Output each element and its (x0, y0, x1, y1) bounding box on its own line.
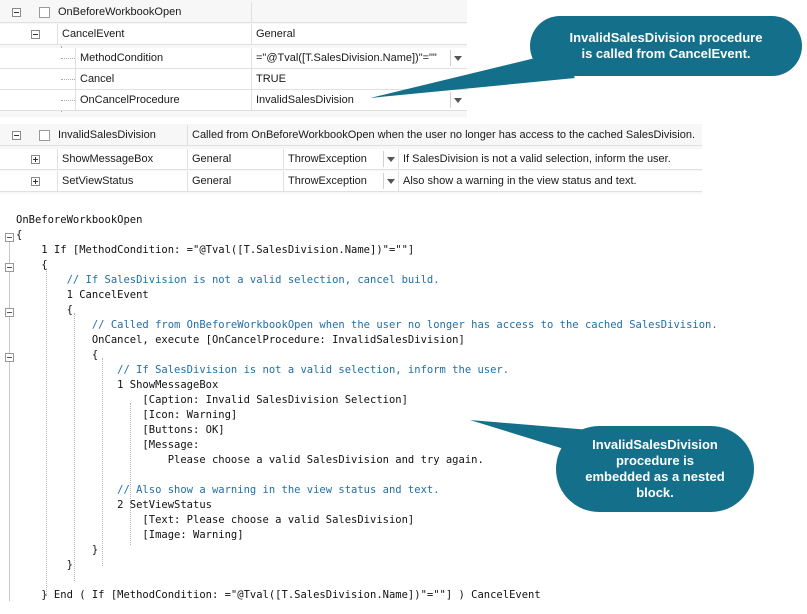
grid-root-name: OnBeforeWorkbookOpen (58, 6, 182, 18)
code-line: 1 ShowMessageBox (16, 379, 219, 391)
on-cancel-procedure-value[interactable]: InvalidSalesDivision (251, 90, 449, 110)
code-line: [Text: Please choose a valid SalesDivision] (16, 514, 415, 526)
cancel-event-value: General (251, 24, 467, 44)
procedure-name: InvalidSalesDivision (58, 129, 156, 141)
set-view-status-description: Also show a warning in the view status and text. (398, 171, 702, 191)
code-line: // If SalesDivision is not a valid selection, cancel build. (16, 274, 440, 286)
code-line: } (16, 559, 73, 571)
show-message-box-name: ShowMessageBox (57, 149, 187, 169)
callout-bottom: InvalidSalesDivision procedure is embedded as a nested block. (556, 426, 754, 512)
code-line: } End ( If [MethodCondition: ="@Tval([T.SalesDivision.Name])"=""] ) CancelEvent (16, 589, 541, 601)
set-view-status-action[interactable]: ThrowException (283, 171, 383, 191)
show-message-box-description: If SalesDivision is not a valid selection, inform the user. (398, 149, 702, 169)
code-line: // If SalesDivision is not a valid selection, inform the user. (16, 364, 510, 376)
code-line: OnBeforeWorkbookOpen (16, 214, 143, 226)
code-line: // Called from OnBeforeWorkbookOpen when the user no longer has access to the cached SalesDivision. (16, 319, 718, 331)
set-view-status-group: General (187, 171, 283, 191)
callout-top: InvalidSalesDivision procedure is called from CancelEvent. (530, 16, 802, 76)
code-line: [Image: Warning] (16, 529, 244, 541)
method-condition-name: MethodCondition (75, 48, 251, 68)
code-line: // Also show a warning in the view status and text. (16, 484, 440, 496)
show-message-box-group: General (187, 149, 283, 169)
cancel-event-name: CancelEvent (57, 24, 251, 44)
set-view-status-name: SetViewStatus (57, 171, 187, 191)
cancel-value[interactable]: TRUE (251, 69, 467, 89)
procedure-description: Called from OnBeforeWorkbookOpen when the user no longer has access to the cached SalesDivision. (187, 125, 702, 145)
code-line: { (16, 304, 73, 316)
code-line: [Icon: Warning] (16, 409, 238, 421)
code-line: [Message: (16, 439, 200, 451)
code-line: 2 SetViewStatus (16, 499, 212, 511)
code-line: [Buttons: OK] (16, 424, 225, 436)
on-cancel-procedure-name: OnCancelProcedure (75, 90, 251, 110)
code-line: { (16, 259, 48, 271)
code-line: 1 CancelEvent (16, 289, 149, 301)
show-message-box-action[interactable]: ThrowException (283, 149, 383, 169)
method-condition-value[interactable]: ="@Tval([T.SalesDivision.Name])"="" (251, 48, 449, 68)
code-line: } (16, 544, 99, 556)
code-line: OnCancel, execute [OnCancelProcedure: InvalidSalesDivision] (16, 334, 465, 346)
cancel-name: Cancel (75, 69, 251, 89)
code-line: Please choose a valid SalesDivision and try again. (16, 454, 484, 466)
code-line: { (16, 349, 99, 361)
code-line: [Caption: Invalid SalesDivision Selection] (16, 394, 408, 406)
code-line: { (16, 229, 23, 241)
code-line: 1 If [MethodCondition: ="@Tval([T.SalesDivision.Name])"=""] (16, 244, 415, 256)
